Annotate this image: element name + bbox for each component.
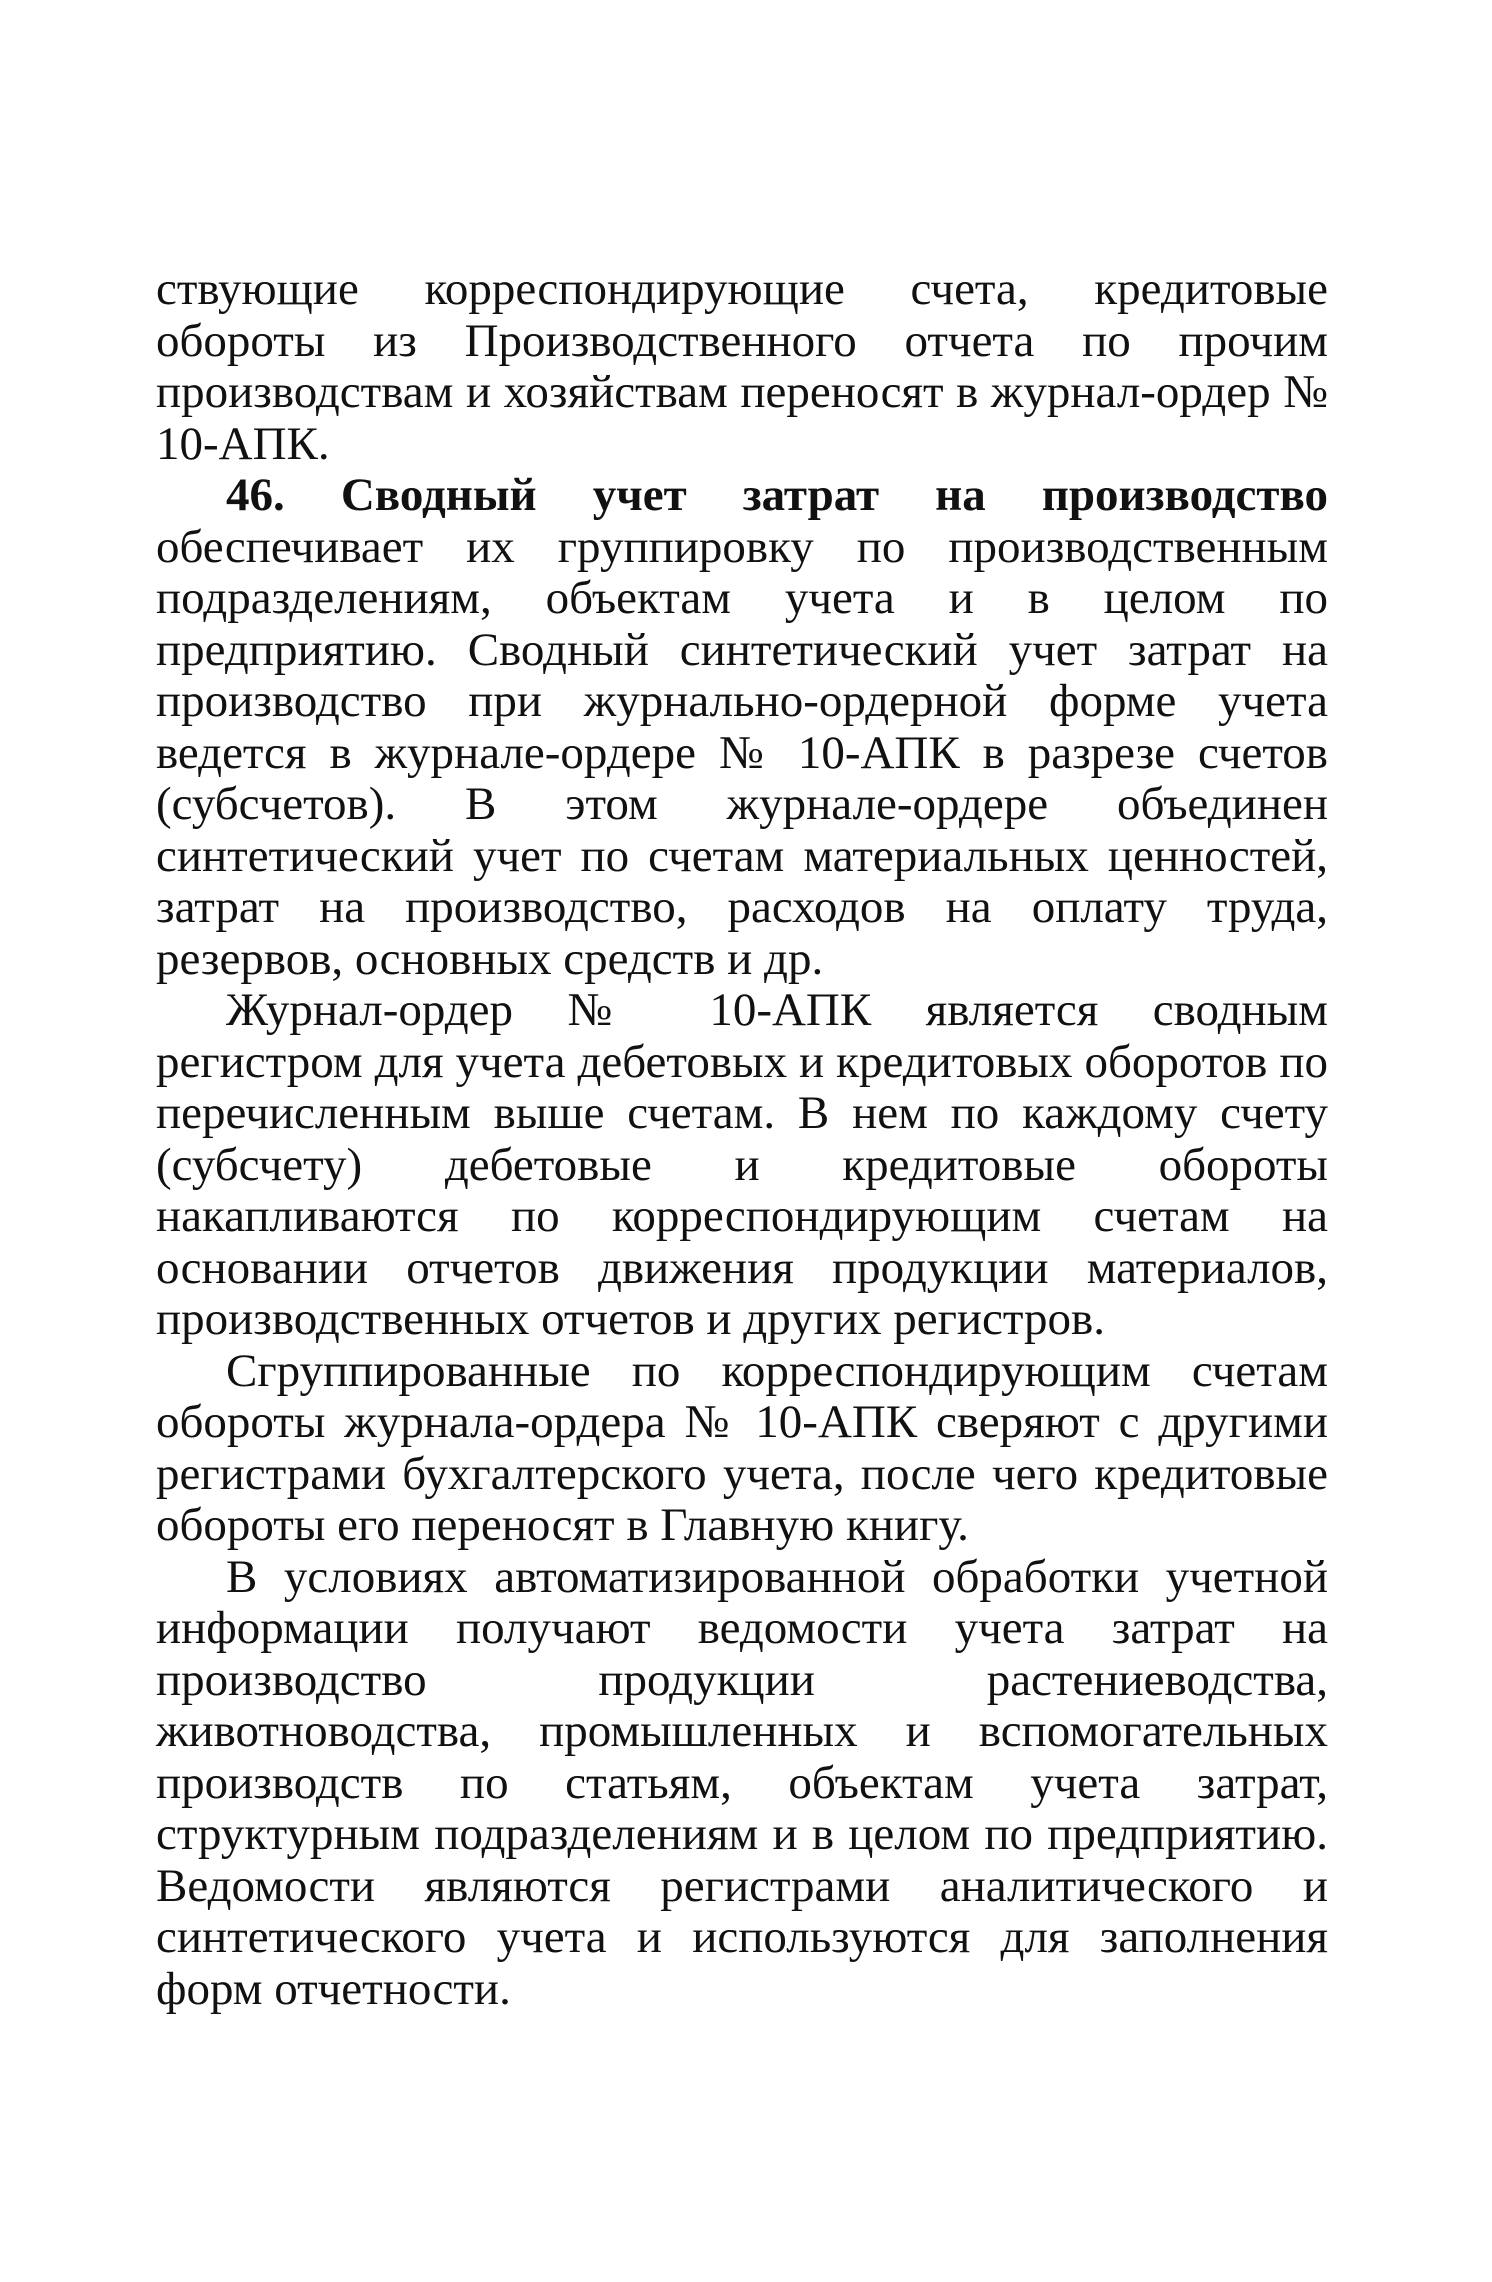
section-number: 46. <box>226 469 285 521</box>
paragraph-text: Журнал-ордер № 10-АПК является сводным регистром для учета дебетовых и кредитовых оборотов по перечисленным выше счетам. В нем по каждому счету (субсчету) дебетовые и кредитовые обороты накапливаются по корреспондирующим счетам на основании отчетов движения продукции материалов, производственных отчетов и других регистров. <box>156 984 1328 1345</box>
paragraph-journal-order <box>156 985 1328 1346</box>
paragraph-text: ствующие корреспондирующие счета, кредитовые обороты из Производственного отчета по прочим производствам и хозяйствам переносят в журнал-ордер № 10-АПК. <box>156 263 1328 470</box>
paragraph-text: Сгруппированные по корреспондирующим счетам обороты журнала-ордера № 10-АПК сверяют с другими регистрами бухгалтерского учета, после чего кредитовые обороты его переносят в Главную книгу. <box>156 1344 1328 1551</box>
paragraph-text: В условиях автоматизированной обработки учетной информации получают ведомости учета затрат на производство продукции растениеводства, животноводства, промышленных и вспомогательных производств по статьям, объектам учета затрат, структурным подразделениям и в целом по предприятию. Ведомости являются регистрами аналитического и синтетического учета и используются для заполнения форм отчетности. <box>156 1550 1328 2015</box>
paragraph-section-46 <box>156 470 1328 985</box>
section-heading: Сводный учет затрат на производство <box>340 469 1329 521</box>
paragraph-text: обеспечивает их группировку по производственным подразделениям, объектам учета и в целом по предприятию. Сводный синтетический учет затрат на производство при журнально-ордерной форме учета ведется в журнале-ордере № 10-АПК в разрезе счетов (субсчетов). В этом журнале-ордере объединен синтетический учет по счетам материальных ценностей, затрат на производство, расходов на оплату труда, резервов, основных средств и др. <box>156 520 1328 985</box>
paragraph-automated <box>156 1552 1328 2016</box>
paragraph-continuation <box>156 264 1328 470</box>
paragraph-grouped-turnover <box>156 1346 1328 1552</box>
page-text <box>156 264 1328 2015</box>
